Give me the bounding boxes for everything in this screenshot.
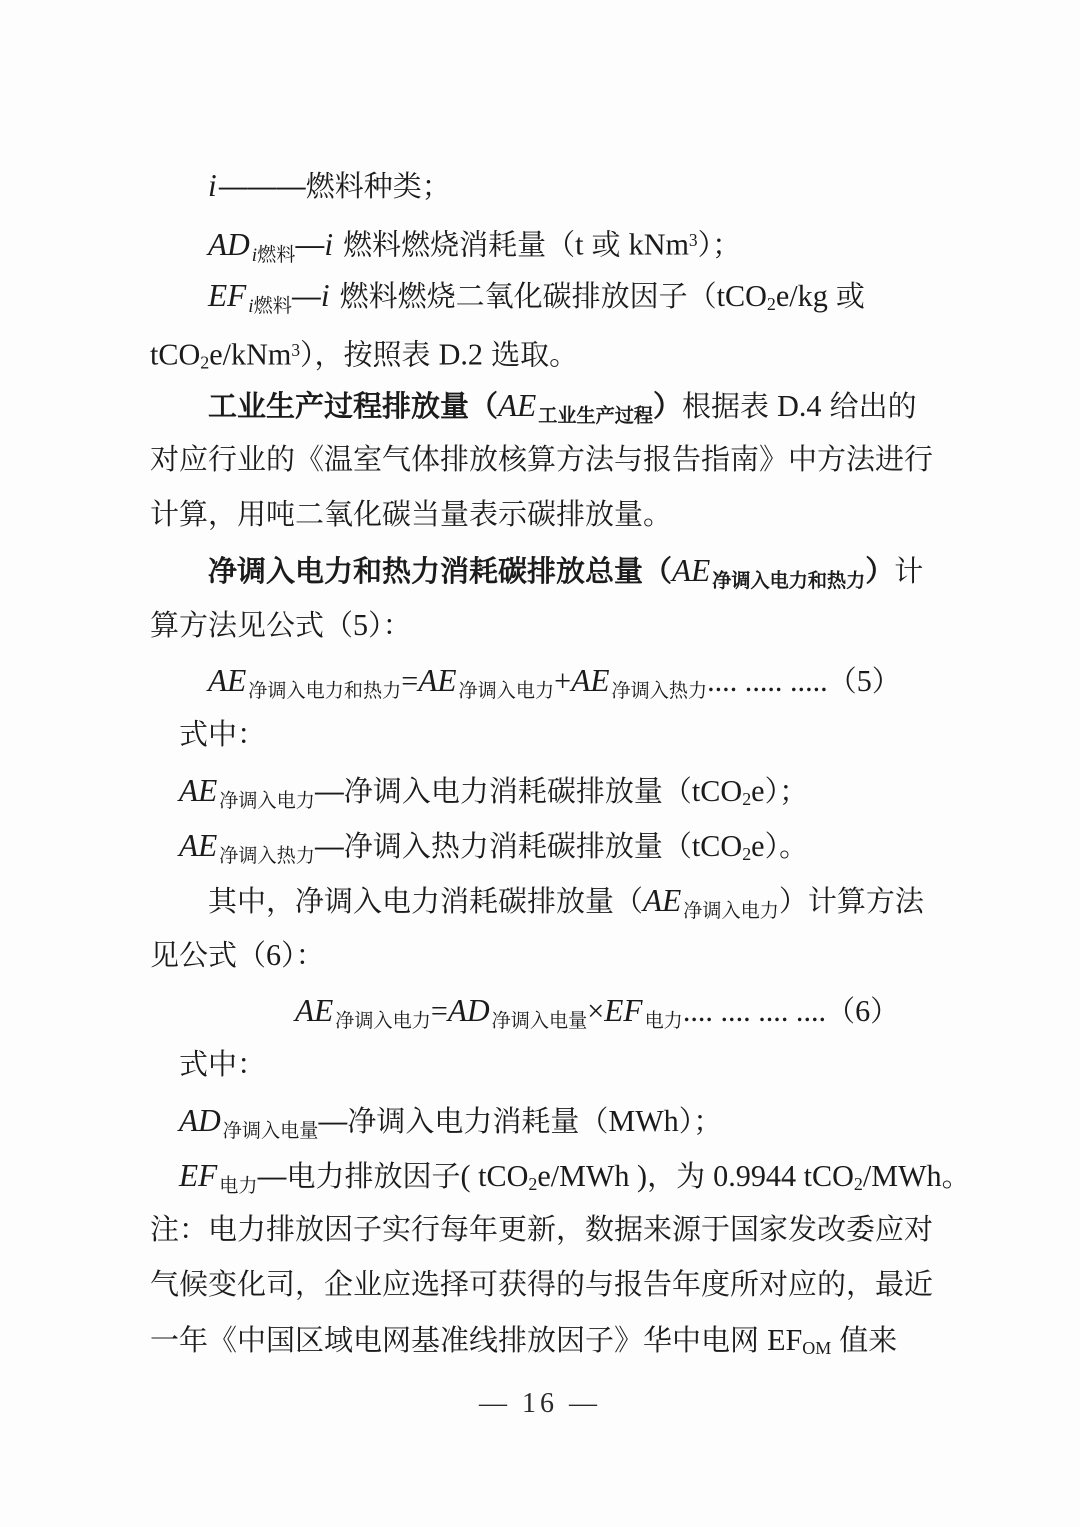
text-segment: 给出的 <box>821 391 917 423</box>
text-segment: ）； <box>697 229 742 262</box>
text-line <box>150 653 950 708</box>
text-segment: ） <box>865 556 895 588</box>
text-segment: 净调入电力和热力消耗碳排放总量（ <box>208 556 673 588</box>
text-segment: 电力 <box>644 1011 683 1033</box>
text-line <box>150 213 950 268</box>
text-segment: + <box>554 664 572 698</box>
text-segment: 净调入电力 <box>683 901 779 923</box>
text-segment: AE <box>498 388 537 423</box>
text-segment: e/kg <box>775 279 828 313</box>
text-segment: e/kNm <box>209 337 292 372</box>
text-segment: 2 <box>742 788 752 809</box>
text-segment: 工业生产过程 <box>538 406 654 428</box>
text-segment: 5 <box>353 608 369 642</box>
text-segment: kNm <box>628 227 689 262</box>
text-segment: e <box>751 829 765 863</box>
text-segment: ( tCO <box>460 1159 529 1193</box>
text-segment: 净调入热力 <box>219 846 315 868</box>
text-line <box>150 268 950 323</box>
text-segment: 电力 <box>219 1176 258 1198</box>
text-segment: EF <box>179 1158 218 1193</box>
text-segment: 净调入电力和热力 <box>248 681 402 703</box>
text-segment: t <box>575 227 584 262</box>
text-line <box>150 378 950 433</box>
text-line <box>150 158 950 213</box>
text-line <box>150 543 950 598</box>
text-segment: i <box>208 168 217 203</box>
text-segment: ）： <box>368 610 412 642</box>
text-segment: .... ..... ..... <box>707 664 828 698</box>
text-segment: ），按照表 <box>300 339 439 372</box>
text-line <box>150 1038 950 1093</box>
text-line <box>150 983 950 1038</box>
text-segment: ）。 <box>764 831 809 863</box>
text-segment: 净调入电力和热力 <box>712 571 866 593</box>
text-segment: —电力排放因子 <box>257 1161 461 1193</box>
text-segment: ） <box>778 886 808 918</box>
text-segment: e/MWh <box>537 1159 630 1193</box>
text-segment: 式中： <box>179 719 267 751</box>
text-segment: 燃料燃烧二氧化碳排放因子（ <box>331 281 717 313</box>
text-segment: tCO <box>691 774 743 808</box>
text-segment: 2 <box>200 352 210 373</box>
text-line <box>150 1093 950 1148</box>
text-segment: ) <box>629 1159 648 1193</box>
text-segment: —净调入电力消耗碳排放量（ <box>314 776 692 808</box>
text-segment: 。 <box>941 1161 971 1193</box>
text-segment: 2 <box>766 293 776 314</box>
text-segment: 算方法见公式（ <box>150 610 354 642</box>
text-segment: AE <box>571 663 610 698</box>
text-segment: tCO <box>716 279 767 313</box>
text-segment: 2 <box>528 1173 538 1194</box>
text-segment: （ <box>826 996 856 1028</box>
text-line <box>150 433 950 488</box>
text-segment: 计算方法 <box>807 886 924 918</box>
text-segment: 选取。 <box>483 339 579 372</box>
text-segment: 净调入电量 <box>222 1121 319 1143</box>
text-line <box>150 928 950 983</box>
text-segment: ） <box>870 996 900 1028</box>
text-line <box>150 763 950 818</box>
text-segment: 燃料 <box>257 244 296 266</box>
text-segment: AE <box>643 883 682 918</box>
text-segment: tCO <box>691 829 743 863</box>
text-line <box>150 323 950 378</box>
page-footer <box>0 1388 1080 1420</box>
text-segment: = <box>430 994 448 1028</box>
text-segment: D.4 <box>777 389 822 423</box>
text-segment: AD <box>208 226 250 262</box>
text-line <box>150 598 950 653</box>
text-segment: 对应行业的《温室气体排放核算方法与报告指南》中方法进行 <box>150 444 934 476</box>
text-segment: AE <box>418 663 457 698</box>
text-segment: 净调入电量 <box>491 1011 588 1033</box>
text-segment: MWh <box>608 1104 679 1138</box>
text-segment: i <box>251 244 258 266</box>
text-segment: AE <box>295 993 334 1028</box>
text-segment: 净调入电力 <box>458 681 555 703</box>
text-segment: —净调入热力消耗碳排放量（ <box>314 831 692 863</box>
text-line <box>150 1148 971 1203</box>
text-line <box>150 873 950 928</box>
text-segment: /MWh <box>862 1159 942 1193</box>
text-segment: OM <box>802 1337 832 1358</box>
text-segment: 3 <box>688 230 698 250</box>
text-segment: i <box>324 226 334 262</box>
text-segment: e <box>751 774 765 808</box>
text-segment: 工业生产过程排放量（ <box>208 391 499 423</box>
text-segment: tCO <box>150 337 201 372</box>
text-segment: i <box>320 278 330 313</box>
text-segment: ） <box>653 391 683 423</box>
document-body <box>150 158 971 1368</box>
text-segment: 0.9944 tCO <box>713 1159 854 1193</box>
text-segment: 燃料 <box>253 296 292 318</box>
text-line <box>150 488 950 543</box>
text-segment: .... .... .... .... <box>682 994 827 1028</box>
text-segment: ——— <box>218 171 306 203</box>
text-segment: ） <box>871 666 901 698</box>
text-segment: （ <box>827 666 857 698</box>
text-line <box>150 1203 950 1258</box>
text-segment: 6 <box>855 994 871 1028</box>
text-segment: EF <box>208 278 247 313</box>
text-segment: 气候变化司，企业应选择可获得的与报告年度所对应的，最近 <box>150 1269 934 1301</box>
text-segment: AE <box>672 553 711 588</box>
text-segment: = <box>401 664 419 698</box>
text-segment: 式中： <box>179 1049 267 1081</box>
text-segment: 燃料燃烧消耗量（ <box>335 229 576 262</box>
text-segment: 一年《中国区域电网基准线排放因子》华中电网 <box>150 1325 768 1357</box>
text-segment: 燃料种类； <box>305 171 451 203</box>
text-segment: EF <box>767 1323 803 1357</box>
text-segment: 净调入热力 <box>611 681 708 703</box>
text-segment: AE <box>179 828 218 863</box>
text-segment: 根据表 <box>682 391 778 423</box>
text-segment: 见公式（ <box>150 940 267 972</box>
text-segment: 其中，净调入电力消耗碳排放量（ <box>208 886 644 918</box>
page-number: — 16 — <box>479 1388 601 1419</box>
text-line <box>150 708 950 763</box>
text-segment: 2 <box>742 843 752 864</box>
text-segment: AD <box>447 993 490 1028</box>
text-segment: AD <box>179 1103 221 1138</box>
text-segment: — <box>295 229 325 262</box>
text-line <box>150 1258 950 1313</box>
text-segment: 5 <box>856 664 872 698</box>
text-segment: 2 <box>853 1173 863 1194</box>
text-segment: ）； <box>678 1106 723 1138</box>
text-line <box>150 1313 950 1368</box>
text-segment: 或 <box>827 281 865 313</box>
text-segment: 值来 <box>831 1325 898 1357</box>
text-segment: 注：电力排放因子实行每年更新，数据来源于国家发改委应对 <box>150 1214 934 1246</box>
text-segment: 3 <box>291 340 301 360</box>
text-segment: EF <box>604 993 643 1028</box>
text-segment: 净调入电力 <box>335 1011 431 1033</box>
text-segment: 6 <box>266 938 282 972</box>
text-segment: × <box>587 994 605 1028</box>
text-segment: i <box>248 296 254 318</box>
text-segment: D.2 <box>438 337 484 372</box>
text-segment: ，为 <box>647 1161 714 1193</box>
text-segment: ）： <box>281 940 325 972</box>
text-segment: — <box>291 281 321 313</box>
text-segment: 净调入电力 <box>219 791 315 813</box>
text-segment: ）； <box>764 776 809 808</box>
text-line <box>150 818 950 873</box>
text-segment: AE <box>179 773 218 808</box>
text-segment: AE <box>208 663 247 698</box>
text-segment: 计 <box>894 556 924 588</box>
text-segment: 或 <box>583 229 629 262</box>
text-segment: —净调入电力消耗量（ <box>318 1106 609 1138</box>
text-segment: 计算，用吨二氧化碳当量表示碳排放量。 <box>150 499 673 531</box>
